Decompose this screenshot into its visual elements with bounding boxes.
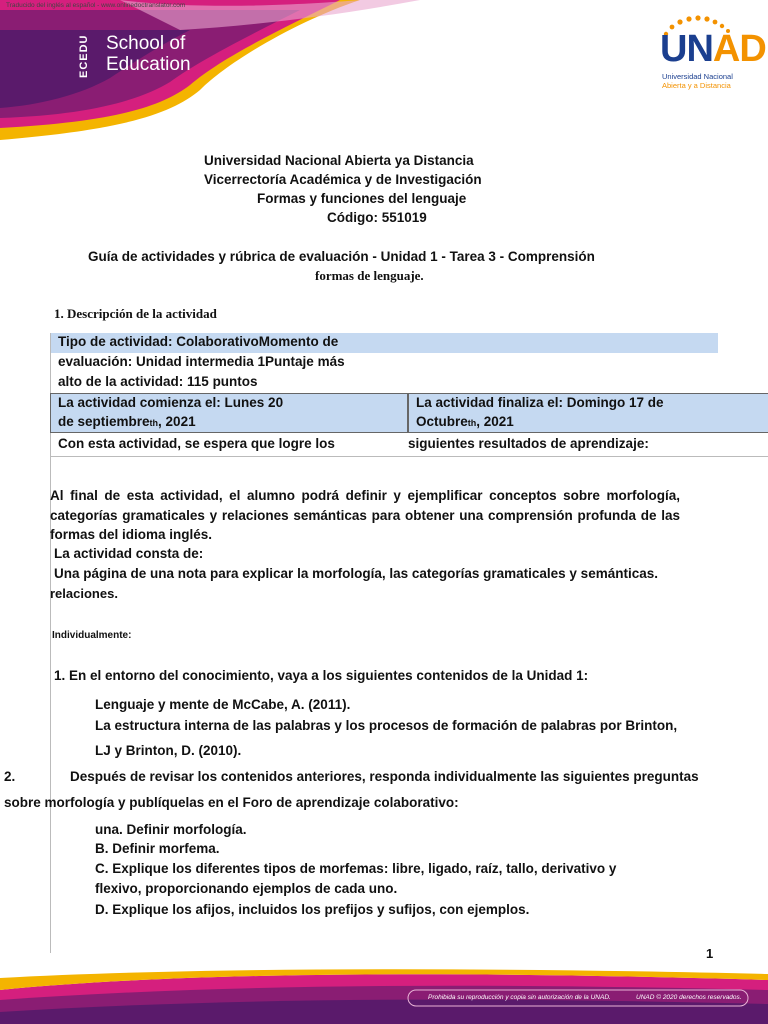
activity-consists: La actividad consta de: — [54, 546, 204, 561]
unad-logo-subtitle: Universidad Nacional Abierta y a Distancia — [662, 72, 733, 90]
step2-number: 2. — [4, 769, 16, 784]
question-c-line1: C. Explique los diferentes tipos de morfemas: libre, ligado, raíz, tallo, derivativo y — [95, 861, 617, 876]
step1: 1. En el entorno del conocimiento, vaya a los siguientes contenidos de la Unidad 1: — [54, 668, 589, 683]
footer-notice: Prohibida su reproducción y copia sin autorización de la UNAD. — [428, 994, 611, 1001]
guide-title-line1: Guía de actividades y rúbrica de evaluación - Unidad 1 - Tarea 3 - Comprensión — [88, 249, 595, 264]
outcomes-left: Con esta actividad, se espera que logre los — [58, 436, 335, 451]
activity-type: Tipo de actividad: ColaborativoMomento de — [58, 334, 339, 349]
brand-title — [106, 33, 191, 75]
individually-label: Individualmente: — [52, 630, 132, 641]
brand-title-line1: School of — [106, 33, 186, 54]
question-c-line2: flexivo, proporcionando ejemplos de cada uno. — [95, 881, 398, 896]
title-line3: Formas y funciones del lenguaje — [257, 191, 467, 206]
question-a: una. Definir morfología. — [95, 822, 247, 837]
reference-1: Lenguaje y mente de McCabe, A. (2011). — [95, 697, 351, 712]
guide-title-line2: formas de lenguaje. — [315, 268, 424, 283]
page-number: 1 — [706, 946, 714, 961]
learning-outcome: Al final de esta actividad, el alumno podrá definir y ejemplificar conceptos sobre morfología, categorías gramaticales y relaciones semánticas para obtener una comprensión profunda de las formas del idioma inglés. — [50, 488, 680, 542]
start-date-line1: La actividad comienza el: Lunes 20 — [58, 395, 284, 410]
translation-note: Traducido del inglés al español - www.onlinedoctranslator.com — [6, 2, 186, 9]
note-line2: relaciones. — [50, 586, 118, 601]
outcomes-right: siguientes resultados de aprendizaje: — [408, 436, 649, 451]
section-heading: 1. Descripción de la actividad — [54, 306, 217, 321]
start-date-line2: de septiembreth, 2021 — [58, 414, 196, 429]
footer-copyright: UNAD © 2020 derechos reservados. — [636, 994, 742, 1001]
step2-text: Después de revisar los contenidos anteriores, responda individualmente las siguientes preguntas — [70, 769, 699, 784]
course-code: Código: 551019 — [327, 210, 427, 225]
question-d: D. Explique los afijos, incluidos los prefijos y sufijos, con ejemplos. — [95, 902, 530, 917]
title-line1: Universidad Nacional Abierta ya Distancia — [204, 153, 474, 168]
brand-title-line2: Education — [106, 54, 191, 75]
end-date-line2: Octubreth, 2021 — [416, 414, 514, 429]
max-score: alto de la actividad: 115 puntos — [58, 374, 258, 389]
reference-2: La estructura interna de las palabras y los procesos de formación de palabras por Brinton, — [95, 718, 678, 733]
evaluation-moment: evaluación: Unidad intermedia 1Puntaje más — [58, 354, 345, 369]
note-line1: Una página de una nota para explicar la morfología, las categorías gramaticales y semánticas. — [54, 566, 658, 581]
footer-banner — [0, 960, 768, 1024]
brand-side-label: ECEDU — [78, 34, 90, 78]
unad-logo: UNAD — [660, 28, 766, 70]
question-b: B. Definir morfema. — [95, 841, 220, 856]
title-line2: Vicerrectoría Académica y de Investigación — [204, 172, 482, 187]
reference-3: LJ y Brinton, D. (2010). — [95, 743, 242, 758]
end-date-line1: La actividad finaliza el: Domingo 17 de — [416, 395, 664, 410]
step2-continued: sobre morfología y publíquelas en el Foro de aprendizaje colaborativo: — [4, 795, 459, 810]
